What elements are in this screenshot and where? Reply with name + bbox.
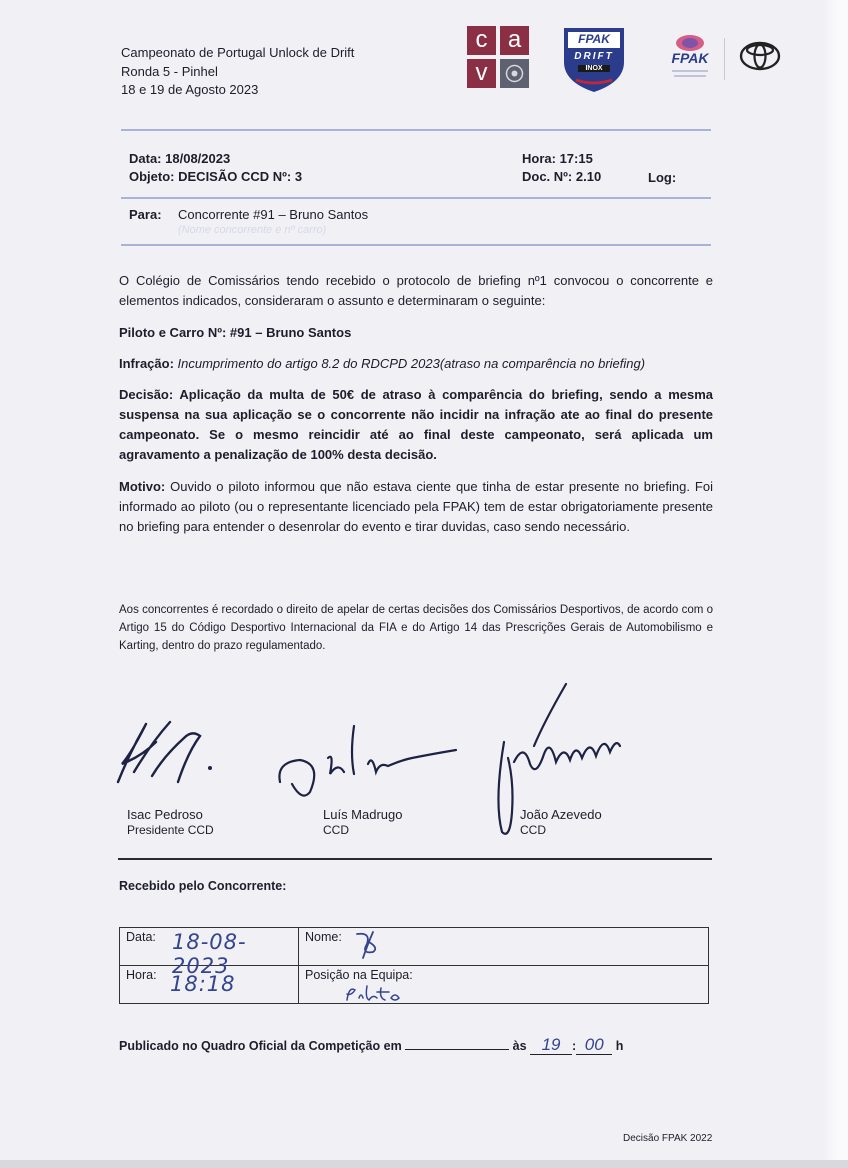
signatory-3-role: CCD [520,823,546,837]
fpak-text: FPAK [671,50,709,66]
date-label: Data: [129,151,162,166]
inox-text: INOX [578,65,610,72]
published-hour: 19 [530,1040,572,1055]
scan-bottom-edge [0,1160,848,1168]
date-value: 18/08/2023 [165,151,231,166]
motive-paragraph [119,477,713,537]
to-value: Concorrente #91 – Bruno Santos [178,207,369,222]
meta-rule [121,197,711,199]
published-minute: 00 [576,1040,612,1055]
received-position-cell [299,966,709,1004]
decision-paragraph [119,385,713,465]
received-name-cell [299,928,709,966]
received-position-handwriting [343,982,403,1004]
decision-text: Aplicação da multa de 50€ de atraso à comparência do briefing, sendo a mesma suspensa na sua aplicação se o concorrente não incidir na infração ate ao final do presente campeonato. Se o mesmo reincidir até ao final deste campeonato, será aplicada um agravamento a penalização de 100% desta decisão. [119,387,713,462]
footer-label: Decisão FPAK 2022 [623,1133,713,1144]
doc-value: 2.10 [575,169,602,184]
motive-label: Motivo: [119,479,166,494]
to-rule [121,244,711,246]
time-value: 17:15 [559,151,593,166]
fpak-drift-logo [556,22,632,94]
drift-text: DRIFT [574,51,614,62]
received-date-label: Data: [126,930,156,944]
signatory-2-role: CCD [323,823,349,837]
signatory-3-name: João Azevedo [520,807,602,822]
toyota-logo-icon [739,40,781,72]
header-rule [121,129,711,131]
object-label: Objeto: [129,169,175,184]
fpak-drift-text: FPAK [578,32,610,46]
time-label: Hora: [522,151,556,166]
cav-logo [467,26,531,88]
signatory-1-role: Presidente CCD [127,823,214,837]
driver-car-line: Piloto e Carro Nº: #91 – Bruno Santos [119,325,352,340]
date-field [129,149,230,168]
signature-isac-pedroso [112,712,222,792]
intro-paragraph: O Colégio de Comissários tendo recebido o protocolo de briefing nº1 convocou o concorrente e elementos indicados, consideraram o assunto e determinaram o seguinte: [119,273,713,308]
doc-number-field [522,167,601,186]
appeal-paragraph: Aos concorrentes é recordado o direito de apelar de certas decisões dos Comissários Desportivos, de acordo com o Artigo 15 do Código Desportivo Internacional da FIA e do Artigo 14 das Prescrições Gerais de Automobilismo e Karting, dentro do prazo regulamentado. [119,604,713,652]
round-label: Ronda 5 - Pinhel [121,64,218,79]
received-name-label: Nome: [305,930,342,944]
cav-letter-c: c [467,26,496,55]
published-text: Publicado no Quadro Oficial da Competição em [119,1039,402,1053]
log-label: Log: [648,170,677,185]
championship-title: Campeonato de Portugal Unlock de Drift [121,45,355,60]
signature-luis-madrugo [272,714,462,804]
event-dates: 18 e 19 de Agosto 2023 [121,82,259,97]
received-position-label: Posição na Equipa: [305,968,413,982]
published-date-blank [405,1035,509,1050]
received-date-value: 18-08-2023 [172,930,247,978]
object-value: DECISÃO CCD Nº: 3 [178,169,303,184]
fpak-logo [664,30,716,86]
received-time-cell [120,966,299,1004]
infraction-text: Incumprimento do artigo 8.2 do RDCPD 2023(atraso na comparência no briefing) [177,356,646,371]
signatory-1-name: Isac Pedroso [127,807,203,822]
cav-emblem-icon [500,59,529,88]
time-field [522,149,593,168]
received-time-value: 18:18 [170,972,236,996]
to-label: Para: [129,207,162,222]
signatory-2-name: Luís Madrugo [323,807,403,822]
fpak-subline [672,70,708,72]
object-field [129,167,302,186]
scan-edge [822,0,848,1168]
published-at-label: às [512,1039,527,1053]
infraction-label: Infração: [119,356,174,371]
received-table [119,927,709,1004]
cav-letter-a: a [500,26,529,55]
published-sep: : [572,1039,577,1053]
logo-divider [724,38,725,80]
signature-rule [118,858,712,860]
received-name-signature [349,928,383,962]
published-h: h [615,1039,624,1053]
cav-letter-v: v [467,59,496,88]
motive-text: Ouvido o piloto informou que não estava ciente que tinha de estar presente no briefing. Foi informado ao piloto (ou o representante licenciado pela FPAK) tem de estar obrigatoriamente presente no briefing para entender o desenrolar do evento e tirar duvidas, caso sendo necessário. [119,479,713,534]
infraction-paragraph [119,354,713,374]
doc-label: Doc. Nº: [522,169,573,184]
decision-label: Decisão: [119,387,174,402]
received-time-label: Hora: [126,968,157,982]
published-line [119,1035,623,1055]
fpak-subline-2 [674,75,706,77]
received-title: Recebido pelo Concorrente: [119,879,287,893]
to-hint: (Nome concorrente e nº carro) [178,224,327,236]
